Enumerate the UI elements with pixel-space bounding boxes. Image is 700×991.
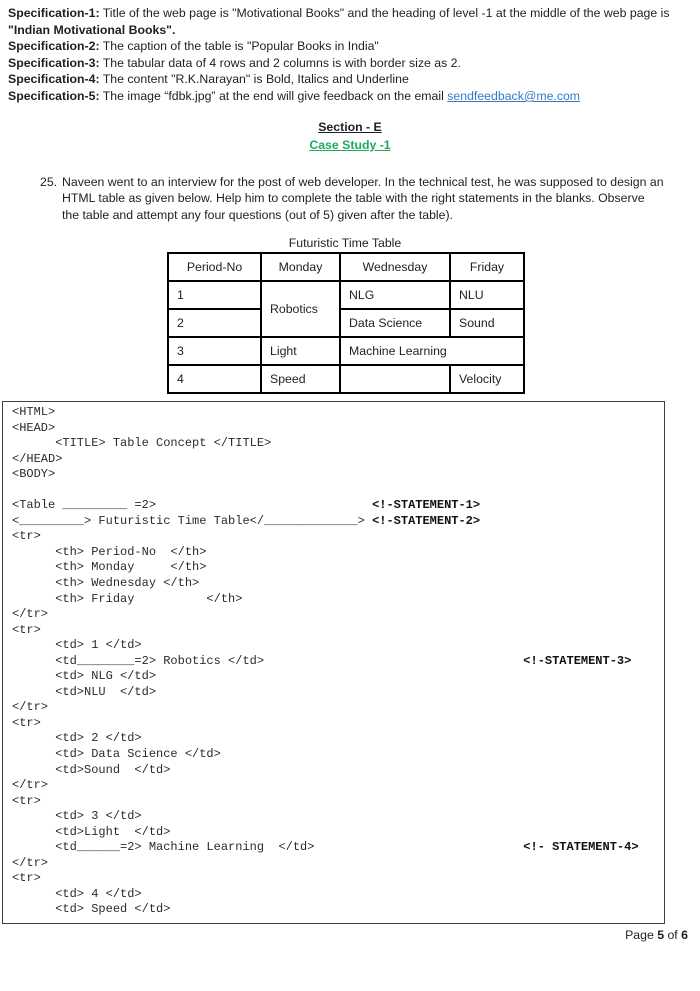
code-line [12, 871, 664, 887]
table-cell: Velocity [450, 365, 524, 393]
question-25 [40, 174, 665, 224]
spec-text: The tabular data of 4 rows and 2 columns is with border size as 2. [99, 55, 461, 70]
code-text: <td> Speed </td> [12, 902, 171, 917]
code-text: <td________=2> Robotics </td> [12, 653, 524, 668]
code-line [12, 700, 664, 716]
code-line [12, 887, 664, 903]
code-text: <td______=2> Machine Learning </td> [12, 840, 524, 855]
code-line [12, 685, 664, 701]
code-text: </tr> [12, 700, 49, 715]
case-study-title-text: Case Study -1 [309, 137, 391, 152]
table-cell: Light [261, 337, 340, 365]
spec-label: Specification-1: [8, 6, 100, 20]
code-text: <_________> Futuristic Time Table</_____________> [12, 513, 373, 528]
code-text: <td>Sound </td> [12, 762, 171, 777]
code-line [12, 794, 664, 810]
code-text: <td> NLG </td> [12, 669, 157, 684]
table-row [168, 309, 524, 337]
code-text: <th> Period-No </th> [12, 544, 207, 559]
spec-label: Specification-3: [8, 55, 100, 70]
table-cell: NLU [450, 281, 524, 309]
code-line [12, 654, 664, 670]
code-text: <td>Light </td> [12, 824, 171, 839]
code-text: <tr> [12, 715, 41, 730]
table-cell: Speed [261, 365, 340, 393]
code-line [12, 576, 664, 592]
timetable-header-cell: Monday [261, 253, 340, 281]
table-row [168, 281, 524, 309]
timetable-header-cell: Friday [450, 253, 524, 281]
futuristic-time-table [167, 252, 525, 394]
code-text: </tr> [12, 607, 49, 622]
timetable-body [168, 281, 524, 393]
spec-line [8, 88, 694, 105]
code-line [12, 809, 664, 825]
footer-page-label: Page [625, 928, 654, 942]
spec-text: The image “fdbk.jpg” at the end will give feedback on the email [99, 88, 448, 103]
page-footer [0, 928, 700, 942]
table-row [168, 337, 524, 365]
code-text: <HTML> [12, 404, 56, 419]
code-text: <td>NLU </td> [12, 684, 157, 699]
code-text: <HEAD> [12, 420, 56, 435]
spec-line [8, 5, 694, 38]
code-line [12, 592, 664, 608]
code-line [12, 669, 664, 685]
code-line [12, 638, 664, 654]
html-code-block [2, 401, 665, 924]
code-text: <td> 3 </td> [12, 809, 142, 824]
footer-total-pages: 6 [681, 928, 688, 942]
code-line [12, 529, 664, 545]
code-text: <th> Friday </th> [12, 591, 243, 606]
timetable-header-row [168, 253, 524, 281]
statement-comment: <!-STATEMENT-3> [523, 653, 632, 668]
code-line [12, 405, 664, 421]
code-line [12, 623, 664, 639]
code-line [12, 825, 664, 841]
spec-text: The content "R.K.Narayan" is Bold, Italics and Underline [99, 72, 409, 87]
spec-text: Title of the web page is "Motivational Books" and the heading of level -1 at the middle of the web page is [99, 6, 670, 20]
code-text: </tr> [12, 855, 49, 870]
feedback-email-link[interactable]: sendfeedback@me.com [447, 88, 581, 103]
code-text: <Table _________ =2> [12, 498, 373, 513]
spec-text: "Indian Motivational Books". [8, 22, 176, 37]
footer-page-number: 5 [657, 928, 665, 942]
code-line [12, 483, 664, 499]
timetable-header-cell: Period-No [168, 253, 261, 281]
code-line [12, 467, 664, 483]
spec-label: Specification-2: [8, 39, 100, 54]
section-title-text: Section - E [318, 119, 382, 134]
code-line [12, 747, 664, 763]
code-line [12, 731, 664, 747]
code-line [12, 436, 664, 452]
spec-text: The caption of the table is "Popular Books in India" [99, 39, 379, 54]
code-text: <td> Data Science </td> [12, 746, 221, 761]
code-text: <td> 1 </td> [12, 638, 142, 653]
question-number: 25. [40, 174, 58, 189]
code-text: <tr> [12, 871, 41, 886]
code-line [12, 421, 664, 437]
statement-comment: <!-STATEMENT-1> [372, 498, 481, 513]
code-line [12, 716, 664, 732]
code-text: </tr> [12, 778, 49, 793]
code-text: <tr> [12, 622, 41, 637]
spec-line [8, 71, 694, 88]
timetable-header [168, 253, 524, 281]
table-cell [340, 365, 450, 393]
code-line [12, 560, 664, 576]
table-row [168, 365, 524, 393]
table-cell: 3 [168, 337, 261, 365]
spec-label: Specification-5: [8, 88, 100, 103]
code-line [12, 514, 664, 530]
code-line [12, 856, 664, 872]
statement-comment: <!- STATEMENT-4> [523, 840, 639, 855]
code-line [12, 607, 664, 623]
statement-comment: <!-STATEMENT-2> [372, 513, 481, 528]
code-text: <BODY> [12, 467, 56, 482]
table-cell: NLG [340, 281, 450, 309]
table-cell: Machine Learning [340, 337, 524, 365]
table-cell: 1 [168, 281, 261, 309]
table-cell: Sound [450, 309, 524, 337]
code-text: <td> 4 </td> [12, 886, 142, 901]
spec-line [8, 55, 694, 72]
footer-of-label: of [667, 928, 678, 942]
code-text: <tr> [12, 793, 41, 808]
spec-label: Specification-4: [8, 72, 100, 87]
code-line [12, 763, 664, 779]
code-text: <tr> [12, 529, 41, 544]
code-line [12, 452, 664, 468]
question-text: Naveen went to an interview for the post of web developer. In the technical test, he was supposed to design an HTML table as given below. Help him to complete the table with the right statements in the blanks. Observe the table and attempt any four questions (out of 5) given after the table). [62, 174, 664, 223]
code-text: <td> 2 </td> [12, 731, 142, 746]
table-cell: 4 [168, 365, 261, 393]
table-cell: 2 [168, 309, 261, 337]
code-line [12, 498, 664, 514]
code-text: <th> Monday </th> [12, 560, 207, 575]
code-text: <th> Wednesday </th> [12, 575, 200, 590]
timetable-title: Futuristic Time Table [288, 235, 402, 250]
table-cell: Robotics [261, 281, 340, 337]
table-cell: Data Science [340, 309, 450, 337]
code-line [12, 840, 664, 856]
code-text: <TITLE> Table Concept </TITLE> [12, 436, 272, 451]
section-title [0, 119, 700, 136]
code-line [12, 545, 664, 561]
case-study-title [0, 137, 700, 154]
timetable-header-cell: Wednesday [340, 253, 450, 281]
code-text: </HEAD> [12, 451, 63, 466]
code-line [12, 902, 664, 918]
code-line [12, 778, 664, 794]
specifications [0, 0, 700, 105]
spec-line [8, 38, 694, 55]
